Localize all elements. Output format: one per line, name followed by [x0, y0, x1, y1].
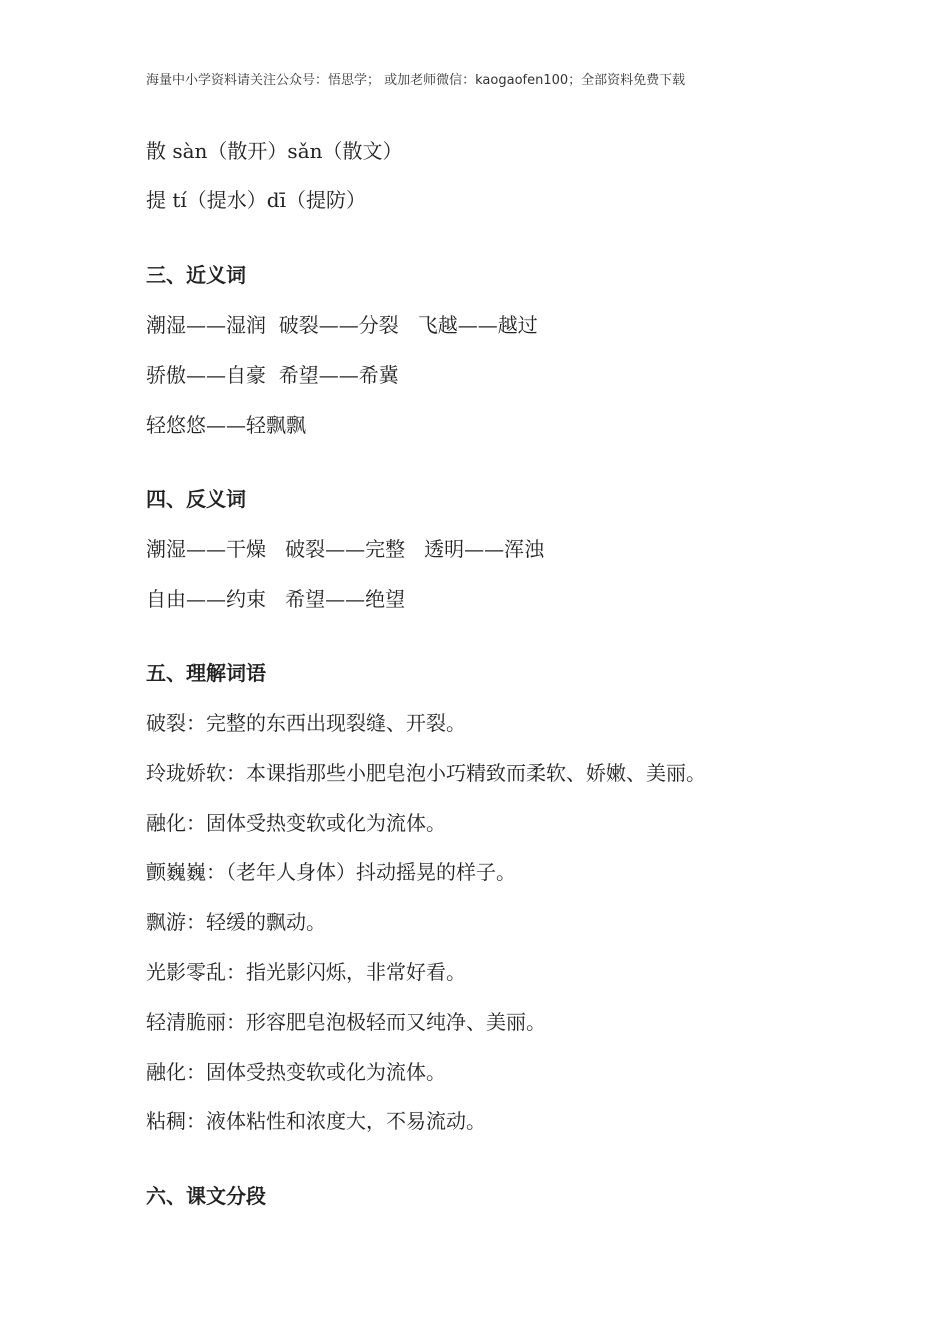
vocabulary-heading: 五、理解词语 [146, 661, 266, 685]
header-note: 海量中小学资料请关注公众号：悟思学； 或加老师微信：kaogaofen100；全部资料免费下载 [146, 73, 686, 88]
antonyms-heading: 四、反义词 [146, 487, 246, 511]
synonym-line: 骄傲——自豪 希望——希冀 [146, 363, 399, 387]
antonym-line: 潮湿——干燥 破裂——完整 透明——浑浊 [146, 537, 545, 561]
vocabulary-line: 破裂：完整的东西出现裂缝、开裂。 [146, 711, 466, 735]
vocabulary-line: 融化：固体受热变软或化为流体。 [146, 1060, 446, 1084]
synonym-line: 轻悠悠——轻飘飘 [146, 413, 306, 437]
polyphone-line: 提 tí（提水）dī（提防） [146, 188, 366, 212]
synonym-line: 潮湿——湿润 破裂——分裂 飞越——越过 [146, 313, 538, 337]
vocabulary-line: 光影零乱：指光影闪烁，非常好看。 [146, 960, 466, 984]
vocabulary-line: 融化：固体受热变软或化为流体。 [146, 811, 446, 835]
vocabulary-line: 玲珑娇软：本课指那些小肥皂泡小巧精致而柔软、娇嫩、美丽。 [146, 761, 706, 785]
polyphone-line: 散 sàn（散开）sǎn（散文） [146, 139, 403, 163]
vocabulary-line: 颤巍巍：（老年人身体）抖动摇晃的样子。 [146, 860, 516, 884]
vocabulary-line: 轻清脆丽：形容肥皂泡极轻而又纯净、美丽。 [146, 1010, 546, 1034]
synonyms-heading: 三、近义词 [146, 263, 246, 287]
vocabulary-line: 飘游：轻缓的飘动。 [146, 910, 326, 934]
antonym-line: 自由——约束 希望——绝望 [146, 587, 406, 611]
vocabulary-line: 粘稠：液体粘性和浓度大，不易流动。 [146, 1109, 486, 1133]
segmentation-heading: 六、课文分段 [146, 1184, 266, 1208]
